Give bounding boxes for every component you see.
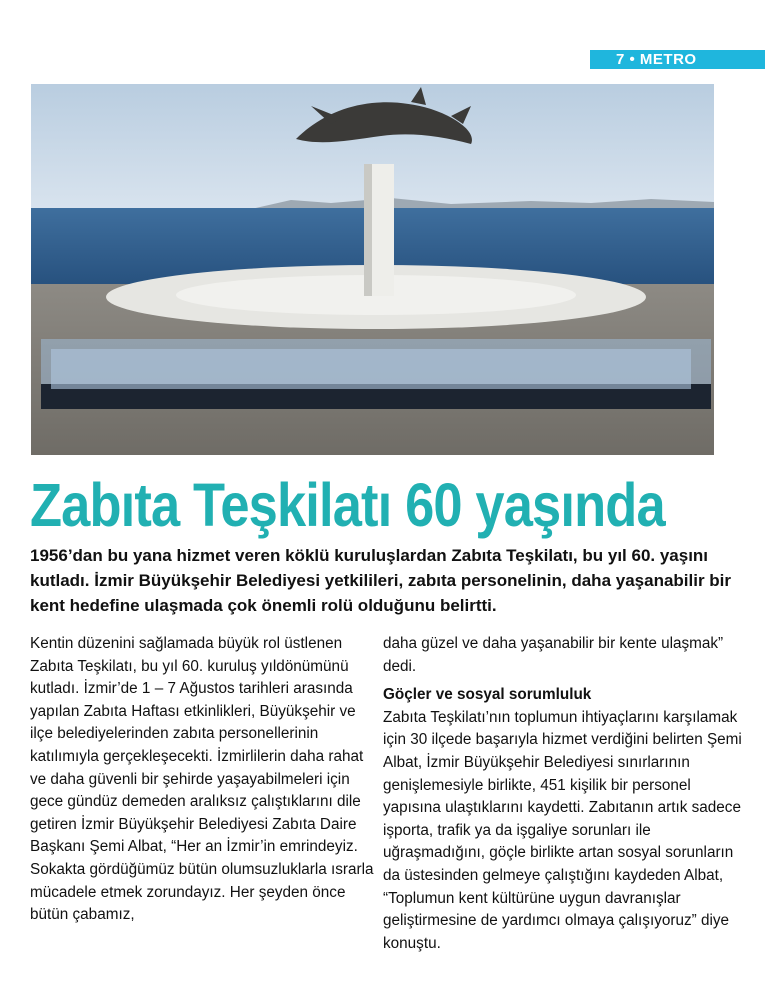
article-headline: Zabıta Teşkilatı 60 yaşında [30,471,665,539]
photo-icon [31,84,714,455]
article-photo [31,84,714,455]
article-column-1 [30,633,380,927]
article-subheading: Göçler ve sosyal sorumluluk [383,686,592,704]
article-body-col1: Kentin düzenini sağlamada büyük rol üstlenen Zabıta Teşkilatı, bu yıl 60. kuruluş yıldönümünü kutladı. İzmir’de 1 – 7 Ağustos tarihleri arasında yapılan Zabıta Haftası etkinlikleri, Büyükşehir ve ilçe belediyelerinden zabıta personellerinin katılımıyla gerçekleşecekti. İzmirlilerin daha rahat ve daha güvenli bir şehirde yaşayabilmeleri için gece gündüz demeden aralıksız çalıştıklarını dile getiren İzmir Büyükşehir Belediyesi Zabıta Daire Başkanı Şemi Albat, “Her an İzmir’in emrindeyiz. Sokakta gördüğümüz bütün olumsuzluklarla ısrarla mücadele etmek zorundayız. Her şeyden önce bütün çabamız, [30,635,374,924]
page-section-bar [590,50,765,69]
article-body-col2: daha güzel ve daha yaşanabilir bir kente ulaşmak” dedi. [383,635,724,675]
article-column-2 [383,633,748,955]
article-body-col2-continued: Zabıta Teşkilatı’nın toplumun ihtiyaçlarını karşılamak için 30 ilçede başarıyla hizmet verdiğini belirten Şemi Albat, İzmir Büyükşehir Belediyesi sınırlarının genişlemesiyle birlikte, 451 kişilik bir personel yapısına ulaştıklarını kaydetti. Zabıtanın artık sadece işporta, trafik ya da işgaliye sorunları ile uğraşmadığını, göçle birlikte artan sosyal sorunların da üstesinden gelmeye çalıştığını kaydeden Albat, “Toplumun kent kültürüne uygun davranışlar geliştirmesine de yardımcı olmaya çalışıyoruz” diye konuştu. [383,708,742,952]
article-lead: 1956’dan bu yana hizmet veren köklü kuruluşlardan Zabıta Teşkilatı, bu yıl 60. yaşını kutladı. İzmir Büyükşehir Belediyesi yetkilileri, zabıta personelinin, daha yaşanabilir bir kent hedefine ulaşmada çok önemli rolü olduğunu belirtti. [30,546,732,615]
page-label: 7 • METRO [616,51,697,68]
